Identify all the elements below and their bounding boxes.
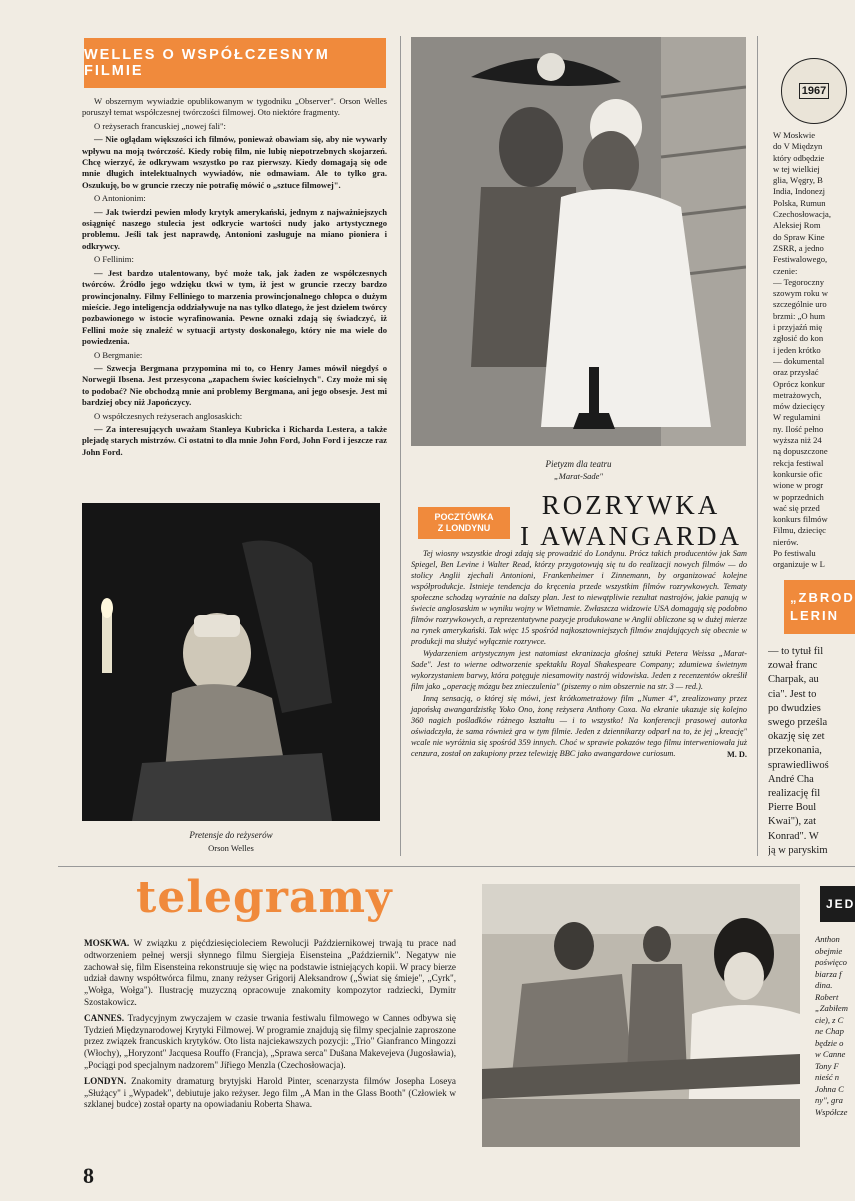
jed-line: Współcze xyxy=(815,1106,848,1117)
festival-line: Filmu, dziecięc xyxy=(773,525,826,536)
telegram-item xyxy=(84,1076,456,1111)
festival-line: Czechosłowacja, xyxy=(773,209,831,220)
jed-line: biarza f xyxy=(815,968,842,979)
festival-line: — dokumental xyxy=(773,355,825,366)
festival-line: nierów. xyxy=(773,536,799,547)
festival-logo-year: 1967 xyxy=(799,83,829,99)
festival-line: metrażowych, xyxy=(773,389,822,400)
jed-line: nieść n xyxy=(815,1072,840,1082)
welles-question: O współczesnych reżyserach anglosaskich: xyxy=(94,410,243,421)
festival-line: konkursie ofic xyxy=(773,468,823,479)
zbrodnia-article-body xyxy=(768,645,855,860)
telegram-city: CANNES. xyxy=(84,1012,125,1023)
festival-line: brzmi: „O hum xyxy=(773,310,826,321)
zbrodnia-banner-line1: „ZBROD xyxy=(790,590,855,605)
jed-line: poświęco xyxy=(815,957,847,967)
festival-line: czenie: xyxy=(773,265,798,276)
zbrodnia-line: przekonania, xyxy=(768,745,822,757)
marat-sade-photo xyxy=(411,37,746,446)
welles-answer: — Za interesujących uważam Stanleya Kubricka i Richarda Lestera, a także plejadę starych mistrzów. Ci ostatni to dla mnie John Ford, John Ford i jeszcze raz John Ford. xyxy=(82,423,387,457)
zbrodnia-line: Charpak, au xyxy=(768,674,819,686)
jed-line: ny", gra xyxy=(815,1095,843,1105)
jed-line: ne Chap xyxy=(815,1026,844,1036)
postcard-badge xyxy=(418,507,510,539)
welles-title-banner xyxy=(84,38,386,88)
festival-line: wione w progr xyxy=(773,480,824,491)
festival-logo xyxy=(781,58,847,124)
jed-line: Robert xyxy=(815,991,839,1002)
festival-line: mów dziecięcy xyxy=(773,401,825,412)
telegram-item xyxy=(84,938,456,1009)
jed-line: Tony F xyxy=(815,1060,839,1071)
festival-line: organizuje w L xyxy=(773,559,825,570)
telegram-city: MOSKWA. xyxy=(84,938,130,948)
festival-line: — Tegoroczny xyxy=(773,276,825,287)
zbrodnia-line: sprawiedliwoś xyxy=(768,759,829,771)
telegramy-body xyxy=(84,938,456,1115)
welles-caption: Pretensje do reżyserów xyxy=(189,830,273,840)
marat-caption: Pietyzm dla teatru xyxy=(545,459,612,469)
rozrywka-title-line1: ROZRYWKA xyxy=(541,490,721,520)
festival-line: Festiwalowego, xyxy=(773,254,828,265)
zbrodnia-line: Pierre Boul xyxy=(768,802,817,814)
festival-line: Polska, Rumun xyxy=(773,197,826,208)
jed-line: będzie o xyxy=(815,1037,844,1048)
rozrywka-article-body xyxy=(411,548,747,760)
jed-line: cie), z C xyxy=(815,1014,844,1025)
jed-banner xyxy=(820,886,855,922)
festival-line: zgłosić do kon xyxy=(773,333,824,344)
zbrodnia-line: André Cha xyxy=(768,773,814,785)
festival-line: W regulamini xyxy=(773,412,821,423)
welles-answer: — Jak twierdzi pewien młody krytyk amerykański, jednym z najważniejszych osiągnięć naszego stulecia jest odkrycie wartości nudy jako artystycznego problemu. Jeśli tak jest naprawdę, Antonioni zasługuje na miano pioniera i odkrywcy. xyxy=(82,206,387,251)
column-divider xyxy=(757,36,758,856)
telegram-text: W związku z pięćdziesięcioleciem Rewolucji Październikowej trwają tu prace nad odtworzeniem pełnej wersji słynnego filmu Siergieja Eisensteina „Październik". Negatyw nie zachował się, film Eisensteina rekonstruuje się więc na podstawie istniejących kopii. W pracy bierze udział dawny współtwórca filmu, znany reżyser Grigorij Aleksandrow („Świat się śmieje", „Cyrk", „Wołga, Wołga"). Ilustrację muzyczną opracowuje znakomity kompozytor radziecki, Dymitr Szostakowicz. xyxy=(84,938,456,1007)
festival-line: w poprzednich xyxy=(773,491,824,502)
zbrodnia-line: realizację fil xyxy=(768,788,821,800)
zbrodnia-line: swego prześla xyxy=(768,717,828,729)
festival-line: do V Międzyn xyxy=(773,141,823,152)
zbrodnia-line: po dwudzies xyxy=(768,702,821,714)
jed-line: w Canne xyxy=(815,1049,846,1059)
festival-line: oraz przysłać xyxy=(773,367,819,378)
zbrodnia-banner xyxy=(784,580,855,634)
welles-title: WELLES O WSPÓŁCZESNYM FILMIE xyxy=(84,47,330,79)
zbrodnia-line: Kwai"), zat xyxy=(768,816,817,828)
festival-line: szowym roku w xyxy=(773,288,828,299)
festival-line: i jeden krótko xyxy=(773,344,821,355)
festival-line: Oprócz konkur xyxy=(773,378,825,389)
welles-question: O Antonionim: xyxy=(94,193,146,204)
welles-answer: — Jest bardzo utalentowany, być może tak, jak żaden ze współczesnych twórców. Źródło jego wdzięku tkwi w tym, iż jest w gruncie rzeczy bardzo prowincjonalny. Filmy Felliniego to marzenia prowincjonalnego chłopca o dużym mieście. Jego inteligencja oddziaływuje na nas tylko dlatego, że jest dziełem twórcy pozbawionego w istocie wyrafinowania. Pewne oznaki zdają się świadczyć, iż Fellini może się znaleźć w sytuacji artysty doskonałego, który nie ma wiele do powiedzenia. xyxy=(82,267,387,347)
welles-question: O reżyserach francuskiej „nowej fali": xyxy=(94,120,226,131)
jed-line: „Zabiłem xyxy=(815,1003,848,1013)
postcard-badge-line1: POCZTÓWKA xyxy=(434,512,494,522)
jed-article-body xyxy=(815,934,855,1148)
jed-line: dina. xyxy=(815,980,833,990)
jed-line: obejmie xyxy=(815,945,843,956)
welles-caption-sub: Orson Welles xyxy=(208,843,254,853)
telegram-item xyxy=(84,1013,456,1072)
zbrodnia-line: Konrad". W xyxy=(768,830,819,842)
zbrodnia-line: cia". Jest to xyxy=(768,688,817,700)
zbrodnia-line: zował franc xyxy=(768,660,818,672)
festival-line: konkurs filmów xyxy=(773,514,828,525)
festival-line: wyższa niż 24 xyxy=(773,435,822,446)
festival-line: szczególnie uro xyxy=(773,299,827,310)
festival-line: Po festiwalu xyxy=(773,547,816,558)
festival-line: do Spraw Kine xyxy=(773,231,825,242)
rozrywka-paragraph: Tej wiosny wszystkie drogi zdają się prowadzić do Londynu. Prócz takich producentów jak Sam Spiegel, Ben Levine i Walter Read, którzy przygotowują się tu do realizacji nowych filmów — do stolicy Anglii zjechali Antonioni, Frankenheimer i Zinnemann, by organizować kolejne współprodukcje. Istnieje tendencja do kręcenia przede wszystkim filmów rozrywkowych. Tematy społeczne schodzą wyraźnie na dalszy plan. Jest to niewątpliwie rezultat nastrojów, jakie panują w świecie anglosaskim w wyniku wojny w Wietnamie. Zwłaszcza widzowie USA domagają się podobno filmów rozrywkowych, a reprezentatywne pozycje produkowane w Anglii obliczone są w dużej mierze na rynek amerykański. Tak więc 15 spośród najkosztowniejszych filmów znajdujących się obecnie w produkcji ma służyć wyłącznie rozrywce. xyxy=(411,549,747,646)
jed-line: Johna C xyxy=(815,1083,844,1094)
marat-sade-illustration xyxy=(411,37,746,446)
jed-banner-label: JED xyxy=(826,897,855,911)
jed-photo xyxy=(482,884,800,1147)
welles-intro: W obszernym wywiadzie opublikowanym w tygodniku „Observer". Orson Welles poruszył temat współczesnej twórczości filmowej. Oto niektóre fragmenty. xyxy=(82,96,387,118)
telegramy-title: telegramy xyxy=(136,872,393,923)
page-number: 8 xyxy=(83,1163,94,1188)
festival-line: i przyjaźń mię xyxy=(773,322,823,333)
rozrywka-paragraph: Wydarzeniem artystycznym jest natomiast ekranizacja głośnej sztuki Petera Weissa „Marat-Sade". Jest to wierne odtworzenie spektaklu Royal Shakespeare Company; zdumiewa świetnym wykorzystaniem barwy, która potęguje niesamowity nastrój widowiska. Jeden z recenzentów określił film jako „operację mózgu bez znieczulenia" (piszemy o nim obszernie na str. 3 — red.). xyxy=(411,649,747,691)
festival-line: który odbędzie xyxy=(773,152,825,163)
marat-caption-sub: „Marat-Sade" xyxy=(554,471,603,481)
festival-line: ZSRR, a jedno xyxy=(773,242,824,253)
zbrodnia-banner-line2: LERIN xyxy=(790,608,839,623)
welles-answer: — Szwecja Bergmana przypomina mi to, co Henry James mówił niegdyś o Norwegii Ibsena. Jest przesycona „zapachem świec kościelnych". Czy może mi się to podobać? Nie obchodzą mnie ani problemy Bergmana, ani jego obsesje. Jest mi bardziej obcy niż Japończycy. xyxy=(82,362,387,408)
rozrywka-paragraph: Inną sensacją, o której się mówi, jest krótkometrażowy film „Numer 4", zrealizowany przez japońską awangardzistkę Yoko Ono, żonę reżysera Anthony Coxa. Na ekranie ukazuje się kolejno 360 nagich pośladków różnego kształtu — i to wszystko! Na konferencji prasowej autorka oświadczyła, że sama również gra w tym filmie. Jeden z dziennikarzy odparł na to, że jej „kreację" wcale nie wyróżnia się spośród 359 innych. Choć w sprawie pokazów tego filmu interweniowała już cenzura, został on zakupiony przez telewizję BBC jako awangardowe curiosum. xyxy=(411,694,747,758)
festival-line: ny. Ilość pełno xyxy=(773,423,824,434)
festival-article-body xyxy=(773,130,855,574)
rozrywka-title xyxy=(515,490,747,552)
welles-article-body xyxy=(82,96,387,460)
welles-question: O Bergmanie: xyxy=(94,349,143,360)
festival-line: Aleksiej Rom xyxy=(773,220,821,231)
festival-line: glia, Węgry, B xyxy=(773,175,823,186)
festival-line: ną dopuszczone xyxy=(773,446,828,457)
horizontal-divider xyxy=(58,866,855,867)
festival-line: India, Indonezj xyxy=(773,186,826,197)
festival-line: W Moskwie xyxy=(773,130,816,140)
festival-line: w tej wielkiej xyxy=(773,163,820,174)
telegram-text: Znakomity dramaturg brytyjski Harold Pinter, scenarzysta filmów Josepha Loseya „Służący" i „Wypadek", debiutuje jako reżyser. Jego film „A Man in the Glass Booth" (Człowiek w szklanej budce) został oparty na opowiadaniu Roberta Shawa. xyxy=(84,1075,456,1110)
rozrywka-title-line2: I AWANGARDA xyxy=(519,521,743,551)
zbrodnia-line: okazję się zet xyxy=(768,731,825,743)
column-divider xyxy=(400,36,401,856)
telegram-city: LONDYN. xyxy=(84,1075,127,1086)
postcard-badge-line2: Z LONDYNU xyxy=(437,523,491,533)
telegram-text: Tradycyjnym zwyczajem w czasie trwania festiwalu filmowego w Cannes odbywa się Tydzień Międzynarodowej Krytyki Filmowej. W programie znajdują się filmy specjalnie zaproszone przez związek francuskich krytyków. Oto lista najciekawszych pozycji: „Trio" Gianfranco Mingozzi (Włochy), „Horyzont" Jacquesa Rouffo (Francja), „Sprawa serca" Dušana Makevejeva (Jugosławia), „Pociągi pod specjalnym nadzorem" Jiřiego Menzla (Czechosłowacja). xyxy=(84,1012,457,1070)
festival-line: wać się przed xyxy=(773,502,820,513)
welles-answer: — Nie oglądam większości ich filmów, ponieważ obawiam się, aby nie wywarły wpływu na moją twórczość. Kiedy robię film, nie lubię niepotrzebnych skojarzeń. Chcę wierzyć, że odkrywam wszystko po raz pierwszy. Kiedy domagają się ode mnie długich intelektualnych wywiadów, nie odmawiam. Ale to tylko gra. Oszukuję, bo w gruncie rzeczy nie potrafię mówić o „sztuce filmowej". xyxy=(82,134,387,190)
welles-photo xyxy=(82,503,380,821)
welles-photo-illustration xyxy=(82,503,380,821)
jed-line: Anthon xyxy=(815,934,840,944)
zbrodnia-line: — to tytuł fil xyxy=(768,646,824,657)
rozrywka-author: M. D. xyxy=(726,750,747,759)
jed-photo-illustration xyxy=(482,884,800,1147)
zbrodnia-line: ją w paryskim xyxy=(768,844,828,856)
festival-line: rekcja festiwal xyxy=(773,457,824,468)
welles-question: O Fellinim: xyxy=(94,254,134,265)
